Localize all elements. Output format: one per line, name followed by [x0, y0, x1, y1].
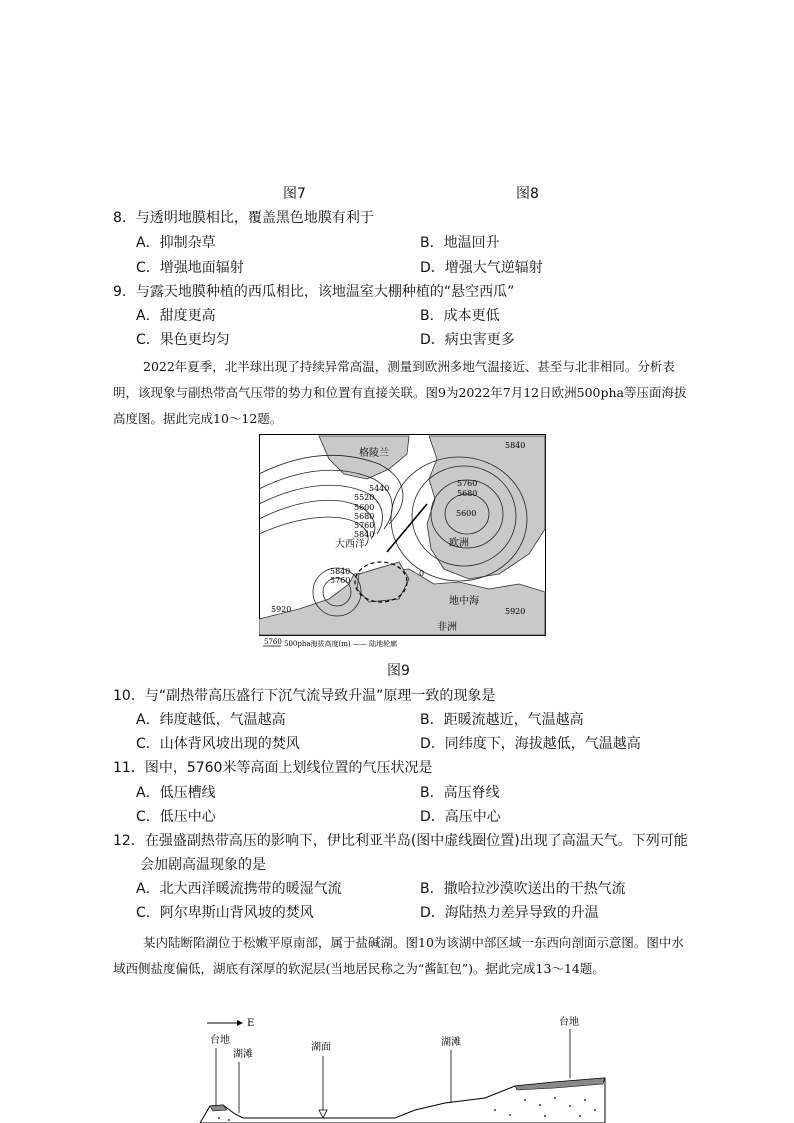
beach-right-label: 湖滩 [441, 1037, 461, 1048]
q12-option-c: C．阿尔卑斯山背风坡的焚风 [136, 905, 314, 921]
q12-option-b: B．撒哈拉沙漠吹送出的干热气流 [420, 881, 626, 897]
q9-option-b: B．成本更低 [420, 308, 500, 324]
q11-option-b: B．高压脊线 [420, 785, 500, 801]
contour-label: 5520 [354, 493, 375, 502]
passage-heatwave: 2022年夏季，北半球出现了持续异常高温，测量到欧洲多地气温接近、甚至与北非相同。分析表明，该现象与副热带高气压带的势力和位置有直接关联。图9为2022年7月12日欧洲500pha等压面海拔高度图。据此完成10～12题。 [113, 359, 687, 426]
beach-left-label: 湖滩 [233, 1049, 253, 1060]
legend-text: 500pha海拔高度(m) —— 陆地轮廓 [284, 640, 398, 648]
contour-label: 5840 [505, 441, 526, 450]
lake-surface-label: 湖面 [311, 1042, 331, 1053]
figure-7-caption: 图7 [283, 186, 306, 202]
question-11-stem: 11．图中，5760米等高面上划线位置的气压状况是 [113, 760, 433, 776]
figure-8-caption: 图8 [516, 186, 539, 202]
q8-option-b: B．地温回升 [420, 235, 500, 251]
q11-option-a: A．低压槽线 [136, 785, 216, 801]
contour-label: 5760 [330, 576, 351, 585]
contour-label: 5840 [354, 530, 375, 539]
tableland-right-label: 台地 [559, 1017, 579, 1028]
contour-label: 5760 [354, 521, 375, 530]
q10-option-a: A．纬度越低，气温越高 [136, 712, 286, 728]
q10-option-b: B．距暖流越近，气温越高 [420, 712, 584, 728]
contour-label: 5680 [354, 512, 375, 521]
q9-option-d: D．病虫害更多 [420, 332, 515, 348]
q11-option-c: C．低压中心 [136, 809, 216, 825]
contour-label: 5440 [369, 484, 390, 493]
q8-option-d: D．增强大气逆辐射 [420, 260, 543, 276]
question-12-stem-line2: 会加剧高温现象的是 [140, 857, 266, 873]
contour-label: 0 [419, 569, 425, 578]
map-label-europe: 欧洲 [449, 538, 469, 549]
figure-10-profile [195, 1010, 615, 1123]
contour-label: 5680 [457, 489, 478, 498]
question-12-stem-line1: 12．在强盛副热带高压的影响下，伊比利亚半岛(图中虚线圈位置)出现了高温天气。下列可能 [113, 833, 688, 849]
question-8-stem: 8．与透明地膜相比，覆盖黑色地膜有利于 [113, 210, 374, 226]
q8-option-c: C．增强地面辐射 [136, 260, 244, 276]
q10-option-d: D．同纬度下，海拔越低，气温越高 [420, 736, 641, 752]
legend-number: 5760 [264, 638, 282, 646]
contour-label: 5920 [505, 607, 526, 616]
q12-option-d: D．海陆热力差异导致的升温 [420, 905, 599, 921]
q12-option-a: A．北大西洋暖流携带的暖湿气流 [136, 881, 342, 897]
contour-label: 5840 [330, 567, 351, 576]
q11-option-d: D．高压中心 [420, 809, 501, 825]
question-9-stem: 9．与露天地膜种植的西瓜相比，该地温室大棚种植的“悬空西瓜” [113, 284, 515, 300]
contour-label: 5920 [271, 605, 292, 614]
map-label-mediterranean: 地中海 [449, 596, 479, 607]
contour-label: 5760 [457, 479, 478, 488]
q8-option-a: A．抑制杂草 [136, 235, 216, 251]
question-10-stem: 10．与“副热带高压盛行下沉气流导致升温”原理一致的现象是 [113, 688, 496, 704]
q9-option-c: C．果色更均匀 [136, 332, 230, 348]
contour-label: 5600 [354, 503, 375, 512]
tableland-left-label: 台地 [210, 1035, 230, 1046]
map-label-atlantic: 大西洋 [335, 539, 365, 550]
map-label-greenland: 格陵兰 [359, 448, 389, 459]
east-direction-label: E [247, 1018, 255, 1029]
map-label-africa: 非洲 [437, 622, 457, 633]
passage-salt-lake: 某内陆断陷湖位于松嫩平原南部，属于盐碱湖。图10为该湖中部区域一东西向剖面示意图。图中水域西侧盐度偏低，湖底有深厚的软泥层(当地居民称之为“酱缸包”)。据此完成13～14题。 [113, 935, 684, 976]
contour-label: 5600 [456, 509, 477, 518]
figure-9-caption: 图9 [387, 663, 410, 679]
q9-option-a: A．甜度更高 [136, 308, 216, 324]
figure-9-map [259, 434, 547, 652]
q10-option-c: C．山体背风坡出现的焚风 [136, 736, 300, 752]
